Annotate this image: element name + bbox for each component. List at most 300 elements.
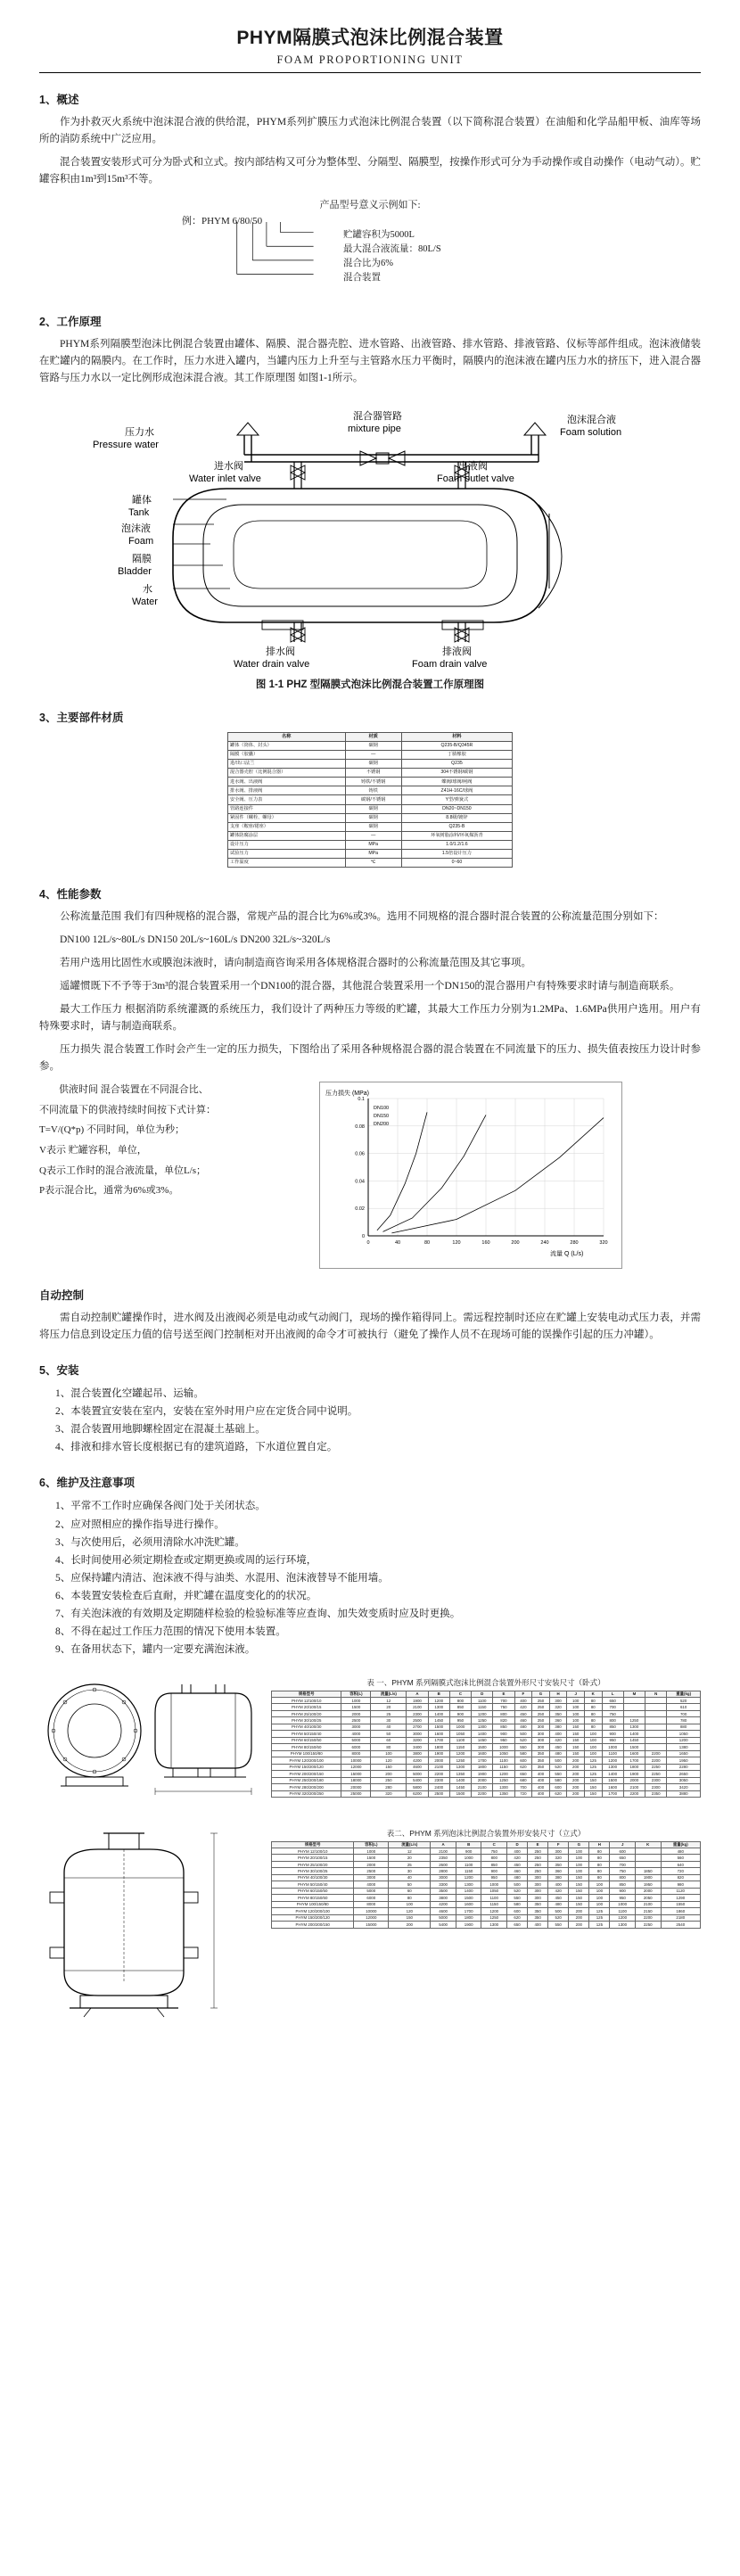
supply-line-4: Q表示工作时的混合液流量，单位L/s； (39, 1165, 206, 1176)
table-cell: 100 (569, 1855, 589, 1861)
list-item: 4、排液和排水管长度根据已有的建筑道路，下水道位置自定。 (55, 1442, 338, 1453)
table-cell: 125 (589, 1914, 610, 1921)
table-cell: 580 (507, 1901, 528, 1907)
table-cell: 750 (481, 1848, 507, 1854)
table-cell: 400 (532, 1771, 550, 1777)
list-item: 3、混合装置用地脚螺栓固定在混凝土基础上。 (55, 1424, 266, 1436)
table-cell: 1000 (456, 1855, 481, 1861)
table-cell: 150 (569, 1895, 589, 1901)
materials-header-cell: 名称 (228, 732, 346, 741)
table-cell: 1200 (610, 1914, 636, 1921)
label-mix-pipe-en: mixture pipe (348, 423, 401, 434)
table-cell: 1120 (661, 1888, 700, 1894)
table-cell: 2280 (667, 1764, 701, 1770)
table-cell: 150 (567, 1737, 585, 1743)
table-cell: 1300 (623, 1724, 645, 1730)
title-divider (39, 72, 701, 73)
list-item: 6、本装置安装检查后直耐，并贮罐在温度变化的的状况。 (55, 1591, 317, 1601)
pressure-loss-chart (319, 1082, 622, 1269)
table-cell: 5800 (407, 1784, 428, 1790)
table-cell: 850 (602, 1724, 623, 1730)
materials-header-row (228, 732, 513, 741)
table-cell: 1300 (472, 1724, 493, 1730)
table-row (272, 1757, 701, 1764)
table-cell: 150 (584, 1790, 602, 1797)
table-cell: 100 (584, 1750, 602, 1757)
table-cell: 1100 (493, 1757, 514, 1764)
table-cell (645, 1737, 667, 1743)
table-cell: PHYM 25/100/20 (272, 1710, 341, 1716)
table-cell: 350 (532, 1750, 550, 1757)
table-cell: 2200 (645, 1757, 667, 1764)
table-cell: 1250 (449, 1757, 471, 1764)
table-cell: 800 (493, 1710, 514, 1716)
table-cell: 碳钢 (345, 813, 401, 822)
table-cell: 2050 (635, 1895, 661, 1901)
table-cell: 850 (449, 1704, 471, 1710)
table-cell: 1200 (472, 1710, 493, 1716)
table-cell: 100 (589, 1881, 610, 1888)
table-cell: 40 (371, 1724, 407, 1730)
materials-header-cell: 材质 (345, 732, 401, 741)
table-cell: 125 (589, 1908, 610, 1914)
table-cell: 1900 (635, 1874, 661, 1881)
table-cell: 150 (389, 1914, 431, 1921)
table-cell: 1450 (472, 1737, 493, 1743)
legend-item-0: 贮罐容积为5000L (343, 229, 415, 240)
label-water-drain-en: Water drain valve (234, 658, 310, 667)
table-cell: 5000 (431, 1914, 456, 1921)
table-cell: 2200 (645, 1750, 667, 1757)
table-cell: 2100 (635, 1901, 661, 1907)
table-cell: 125 (584, 1764, 602, 1770)
label-tank-cn: 罐体 (132, 494, 152, 506)
chart-legend-entry: DN200 (374, 1121, 390, 1127)
label-foam-cn: 泡沫液 (121, 523, 151, 534)
table-cell: 350 (549, 1710, 567, 1716)
table-cell: 550 (549, 1771, 567, 1777)
table-cell: 500 (507, 1881, 528, 1888)
table-cell: 80 (584, 1710, 602, 1716)
table-row (272, 1790, 701, 1797)
table-cell: 2500 (407, 1717, 428, 1724)
table-cell: 1050 (449, 1731, 471, 1737)
table-cell: 1600 (472, 1750, 493, 1757)
table-cell: 950 (449, 1717, 471, 1724)
table-cell: PHYM 30/100/25 (272, 1868, 354, 1874)
table-cell: 2100 (428, 1764, 449, 1770)
table-cell: 环氧树脂涂料/环氧煤沥青 (401, 831, 512, 840)
table-row (272, 1914, 701, 1921)
table-cell: 580 (514, 1750, 532, 1757)
table-row (228, 831, 513, 840)
label-foam-en: Foam (128, 535, 154, 547)
table-cell: 1900 (623, 1771, 645, 1777)
table-cell: 500 (549, 1757, 567, 1764)
table-cell: 1100 (456, 1861, 481, 1867)
table-header-row (272, 1841, 701, 1848)
table-cell: 2300 (428, 1777, 449, 1783)
table-cell: 520 (667, 1697, 701, 1703)
table-cell: 720 (514, 1790, 532, 1797)
table-cell: 280 (371, 1784, 407, 1790)
table-cell: PHYM 150/200/120 (272, 1914, 354, 1921)
table-cell: 1050 (481, 1888, 507, 1894)
table-cell: PHYM 100/150/80 (272, 1901, 354, 1907)
table-cell: 100 (589, 1895, 610, 1901)
table-header-cell: M (623, 1691, 645, 1697)
table-row (228, 741, 513, 750)
table-header-cell: B (456, 1841, 481, 1848)
chart-xtick: 160 (481, 1239, 490, 1246)
table-row (272, 1888, 701, 1894)
performance-paragraph-1: 公称流量范围 我们有四种规格的混合器，常规产品的混合比为6%或3%。选用不同规格的混合器时混合装置的公称流量范围分别如下： (60, 911, 664, 923)
table-header-cell: L (602, 1691, 623, 1697)
table-cell: 2000 (354, 1861, 389, 1867)
table-cell: 900 (493, 1731, 514, 1737)
table-row (272, 1697, 701, 1703)
table-cell: 隔膜（胶囊） (228, 750, 346, 759)
chart-xtick: 280 (570, 1239, 579, 1246)
table-cell: 1350 (493, 1790, 514, 1797)
table-cell: 5000 (341, 1737, 371, 1743)
table-cell: 100 (584, 1731, 602, 1737)
table-cell: 450 (548, 1895, 569, 1901)
table-cell: 600 (507, 1908, 528, 1914)
table-cell: 480 (661, 1848, 700, 1854)
table-row (272, 1717, 701, 1724)
table-header-row (272, 1691, 701, 1697)
chart-ylabel: 压力损失 (MPa) (325, 1090, 369, 1097)
table-cell: 1300 (428, 1704, 449, 1710)
table-cell: 200 (567, 1777, 585, 1783)
table-cell: — (345, 831, 401, 840)
table-cell: PHYM 280/200/200 (272, 1784, 341, 1790)
table-cell: 100 (569, 1868, 589, 1874)
table-cell: 2300 (645, 1777, 667, 1783)
table-cell: 380 (548, 1874, 569, 1881)
pressure-loss-plot (320, 1082, 621, 1268)
table-cell: 780 (667, 1717, 701, 1724)
table-cell: 520 (507, 1888, 528, 1894)
label-mix-pipe-cn: 混合器管路 (353, 410, 402, 422)
chart-legend-entry: DN100 (374, 1105, 390, 1111)
list-item: 5、应保持罐内清洁、泡沫液不得与油类、水混用、泡沫液替导不能用墙。 (55, 1572, 389, 1584)
table-cell: 150 (569, 1874, 589, 1881)
table-cell (635, 1848, 661, 1854)
table-cell: 2150 (635, 1908, 661, 1914)
table-cell (645, 1731, 667, 1737)
table-cell: 2350 (645, 1790, 667, 1797)
chart-ytick: 0.04 (355, 1179, 365, 1185)
table-cell: 500 (514, 1731, 532, 1737)
working-principle-figure (39, 399, 701, 671)
table-cell: 200 (389, 1922, 431, 1928)
table-cell: 150 (569, 1901, 589, 1907)
chart-series-line (391, 1117, 604, 1232)
table-cell: 1700 (428, 1737, 449, 1743)
table-row (228, 822, 513, 831)
table-cell: 进/出口法兰 (228, 760, 346, 769)
table-cell: 550 (548, 1922, 569, 1928)
table-cell: 650 (507, 1922, 528, 1928)
table-cell: 304不锈钢/碳钢 (401, 769, 512, 778)
table-cell: 700 (610, 1861, 636, 1867)
table-cell: 450 (549, 1744, 567, 1750)
table-cell: 900 (610, 1888, 636, 1894)
chart-series-line (383, 1115, 487, 1231)
table-cell: 50 (389, 1881, 431, 1888)
table-row (272, 1750, 701, 1757)
horizontal-tank-svg (39, 1672, 262, 1806)
vertical-tank-drawing (39, 1823, 262, 2032)
table-cell: 1000 (610, 1901, 636, 1907)
table-cell: 1400 (428, 1710, 449, 1716)
supply-line-1: 不同流量下的供液持续时间按下式计算： (39, 1104, 216, 1115)
table-cell: ℃ (345, 859, 401, 868)
chart-xtick: 200 (511, 1239, 520, 1246)
table-cell: 320 (371, 1790, 407, 1797)
table-cell: 1860 (661, 1908, 700, 1914)
label-foam-drain-cn: 排液阀 (442, 646, 472, 657)
table-cell: 100 (589, 1888, 610, 1894)
table-cell: 900 (456, 1848, 481, 1854)
table-cell: 4200 (431, 1901, 456, 1907)
table-cell: 罐体防腐涂层 (228, 831, 346, 840)
table-cell: 2000 (341, 1710, 371, 1716)
table-cell: 100 (584, 1737, 602, 1743)
table-header-cell: 容积(L) (354, 1841, 389, 1848)
table-cell: 400 (548, 1881, 569, 1888)
table-cell: 1.0/1.2/1.6 (401, 840, 512, 849)
table-cell: PHYM 40/100/30 (272, 1724, 341, 1730)
table-cell: 900 (602, 1731, 623, 1737)
table-cell: 600 (514, 1757, 532, 1764)
table-cell: 480 (549, 1750, 567, 1757)
table-cell: Z41H-16C/球阀 (401, 786, 512, 795)
principle-paragraph-1: PHYM系列隔膜型泡沫比例混合装置由罐体、隔膜、混合器壳腔、进水管路、出液管路、排水管路、排液管路、仪标等部件组成。泡沫液储装在贮罐内的隔膜内。在工作时，压力水进入罐内，当罐内压力上升至与主管路水压力平衡时，隔膜内的泡沫液在罐内压力水的挤压下，进入混合器管路与压力水以一定比例形成泡沫混合液。其工作原理图 如图1-1所示。 (39, 338, 701, 383)
section-heading-overview: 1、概述 (39, 94, 79, 106)
table-cell: 100 (567, 1704, 585, 1710)
table-cell: 300 (532, 1724, 550, 1730)
label-outlet-cn: 出液阀 (458, 460, 488, 472)
overview-paragraph-1: 作为扑救灭火系统中泡沫混合液的供给混，PHYM系列扩膜压力式泡沫比例混合装置（以下简称混合装置）在油船和化学品船甲板、油库等场所的消防系统中广泛应用。 (39, 117, 701, 144)
table-cell: 250 (528, 1848, 548, 1854)
table-cell: 2300 (645, 1784, 667, 1790)
table-cell: 不锈钢 (345, 769, 401, 778)
table-cell: 6000 (354, 1895, 389, 1901)
table-cell: 2700 (407, 1724, 428, 1730)
table-cell: 1550 (661, 1901, 700, 1907)
table-cell: 1100 (602, 1750, 623, 1757)
table-cell: 520 (514, 1737, 532, 1743)
table-cell: 80 (371, 1744, 407, 1750)
table-cell: 250 (528, 1861, 548, 1867)
table-cell: 250 (528, 1868, 548, 1874)
chart-xtick: 80 (423, 1239, 431, 1246)
list-item: 1、混合装置化空罐起吊、运输。 (55, 1387, 204, 1399)
chart-ytick: 0 (361, 1233, 365, 1239)
table-cell: 10000 (341, 1757, 371, 1764)
table-cell: 350 (532, 1764, 550, 1770)
performance-paragraph-6: 压力损失 混合装置工作时会产生一定的压力损失，下图给出了采用各种规格混合器的混合装置在不同流量下的压力、损失值表按压力设计时参参。 (39, 1044, 701, 1072)
table-cell: 4600 (407, 1764, 428, 1770)
table-row (228, 760, 513, 769)
table-cell: 300 (532, 1744, 550, 1750)
table-cell: 700 (667, 1710, 701, 1716)
table-cell: 紧固件（螺栓、螺母） (228, 813, 346, 822)
auto-paragraph-1: 需自动控制贮罐操作时，进水阀及出液阀必须是电动或气动阀门，现场的操作箱得同上。需远程控制时还应在贮罐上安装电动式压力表，并需将压力信息到设定压力值的信号送至阀门控制柜对开出液阀的命令才可被执行（避免了操作人员不在现场可能的误操作引起的压力冲罐）。 (39, 1312, 701, 1340)
chart-ytick: 0.1 (358, 1096, 365, 1102)
table-cell: 1300 (602, 1764, 623, 1770)
vertical-dimension-table (271, 1841, 701, 1929)
table-cell: 2000 (472, 1777, 493, 1783)
table-cell: PHYM 100/150/80 (272, 1750, 341, 1757)
table-cell (645, 1697, 667, 1703)
horizontal-table-caption: 表 一、PHYM 系列隔膜式泡沫比例混合装置外形尺寸安装尺寸（卧式） (366, 1677, 605, 1687)
table-cell: 2800 (431, 1868, 456, 1874)
table-cell: 1700 (602, 1790, 623, 1797)
table-cell: 1500 (341, 1704, 371, 1710)
table-cell: 1800 (472, 1764, 493, 1770)
table-cell: 800 (449, 1697, 471, 1703)
table-cell: 3420 (667, 1784, 701, 1790)
label-bladder-en: Bladder (118, 565, 152, 577)
table-cell: 400 (532, 1777, 550, 1783)
table-cell: 250 (532, 1704, 550, 1710)
table-cell (635, 1861, 661, 1867)
table-cell: 1700 (472, 1757, 493, 1764)
table-cell: 1000 (602, 1744, 623, 1750)
table-cell: 250 (528, 1855, 548, 1861)
table-cell: 400 (549, 1731, 567, 1737)
table-cell: 300 (528, 1874, 548, 1881)
table-cell: 3000 (431, 1874, 456, 1881)
table-cell: PHYM 12/100/10 (272, 1848, 354, 1854)
table-cell: 80 (389, 1895, 431, 1901)
table-cell: 200 (567, 1790, 585, 1797)
section-heading-install: 5、安装 (39, 1363, 79, 1377)
table-cell: 250 (532, 1697, 550, 1703)
table-cell: 3000 (407, 1731, 428, 1737)
table-cell: 620 (549, 1790, 567, 1797)
table-cell: 12 (371, 1697, 407, 1703)
table-cell: 100 (567, 1710, 585, 1716)
table-header-cell: F (548, 1841, 569, 1848)
table-row (228, 786, 513, 795)
table-header-cell: G (569, 1841, 589, 1848)
chart-ytick: 0.02 (355, 1206, 365, 1213)
table-header-cell: E (493, 1691, 514, 1697)
table-cell: 650 (514, 1771, 532, 1777)
model-code-legend (39, 197, 701, 295)
list-item: 7、有关泡沫液的有效期及定期随样检验的检验标准等应查询、加失效变质时应及时更换。 (55, 1609, 461, 1620)
table-cell: 25 (389, 1861, 431, 1867)
table-header-cell: 流量(L/s) (371, 1691, 407, 1697)
table-cell: 3500 (431, 1888, 456, 1894)
table-cell: 250 (532, 1717, 550, 1724)
table-cell: 560 (661, 1855, 700, 1861)
table-cell: 2250 (645, 1771, 667, 1777)
table-cell: 支座（鞍座/裙座） (228, 822, 346, 831)
overview-paragraph-2: 混合装置安装形式可分为卧式和立式。按内部结构又可分为整体型、分隔型、隔膜型，按操作形式可分为手动操作或自动操作（电动气动）。贮罐容积由1m³到15m³不等。 (39, 156, 701, 185)
table-cell: 1700 (456, 1908, 481, 1914)
table-cell: 5000 (407, 1771, 428, 1777)
table-cell: 300 (549, 1697, 567, 1703)
table-row (272, 1908, 701, 1914)
table-cell: PHYM 250/200/180 (272, 1777, 341, 1783)
table-cell: 380 (549, 1724, 567, 1730)
table-row (272, 1764, 701, 1770)
table-cell: 350 (528, 1914, 548, 1921)
table-cell: 1200 (493, 1771, 514, 1777)
section-heading-maintain: 6、维护及注意事项 (39, 1477, 135, 1490)
table-cell: 4600 (431, 1908, 456, 1914)
table-cell: 550 (514, 1744, 532, 1750)
table-cell: PHYM 80/150/60 (272, 1744, 341, 1750)
label-bladder-cn: 隔膜 (132, 553, 152, 564)
table-cell: PHYM 120/200/100 (272, 1757, 341, 1764)
table-cell: 100 (584, 1744, 602, 1750)
supply-line-3: V表示 贮罐容积，单位， (39, 1145, 147, 1156)
section-heading-principle: 2、工作原理 (39, 315, 102, 328)
table-cell: 2300 (407, 1710, 428, 1716)
table-cell: 1700 (623, 1757, 645, 1764)
table-row (228, 750, 513, 759)
table-cell: 80 (589, 1861, 610, 1867)
table-row (272, 1744, 701, 1750)
table-cell: 15000 (354, 1922, 389, 1928)
table-cell: 1000 (341, 1697, 371, 1703)
table-cell (623, 1704, 645, 1710)
table-cell: 3800 (431, 1895, 456, 1901)
table-cell: 0~60 (401, 859, 512, 868)
table-cell: 320 (549, 1704, 567, 1710)
table-cell: PHYM 40/100/30 (272, 1874, 354, 1881)
table-cell: 2000 (635, 1888, 661, 1894)
table-row (272, 1704, 701, 1710)
table-cell (635, 1855, 661, 1861)
table-header-cell: D (507, 1841, 528, 1848)
table-cell: 2200 (428, 1771, 449, 1777)
table-row (272, 1874, 701, 1881)
table-cell: 2200 (472, 1790, 493, 1797)
table-cell: PHYM 200/200/150 (272, 1771, 341, 1777)
table-cell: 60 (389, 1888, 431, 1894)
table-row (228, 840, 513, 849)
table-cell: 1200 (481, 1908, 507, 1914)
table-cell: 2200 (635, 1914, 661, 1921)
label-water-en: Water (132, 596, 158, 607)
legend-code: 例：PHYM 6/80/50 (182, 215, 263, 226)
table-cell: 480 (514, 1724, 532, 1730)
table-cell: 700 (493, 1697, 514, 1703)
table-cell: 1200 (449, 1750, 471, 1757)
legend-item-3: 混合装置 (343, 272, 381, 283)
table-cell: 450 (514, 1710, 532, 1716)
table-cell: 1200 (456, 1874, 481, 1881)
table-cell: 2350 (431, 1855, 456, 1861)
table-cell: PHYM 20/100/15 (272, 1704, 341, 1710)
table-cell: 400 (514, 1697, 532, 1703)
table-cell: 800 (610, 1874, 636, 1881)
table-cell: 1800 (456, 1914, 481, 1921)
supply-time-text (39, 1082, 307, 1203)
table-cell: 200 (569, 1922, 589, 1928)
table-cell: 1100 (449, 1737, 471, 1743)
table-cell: 100 (569, 1848, 589, 1854)
table-row (272, 1737, 701, 1743)
